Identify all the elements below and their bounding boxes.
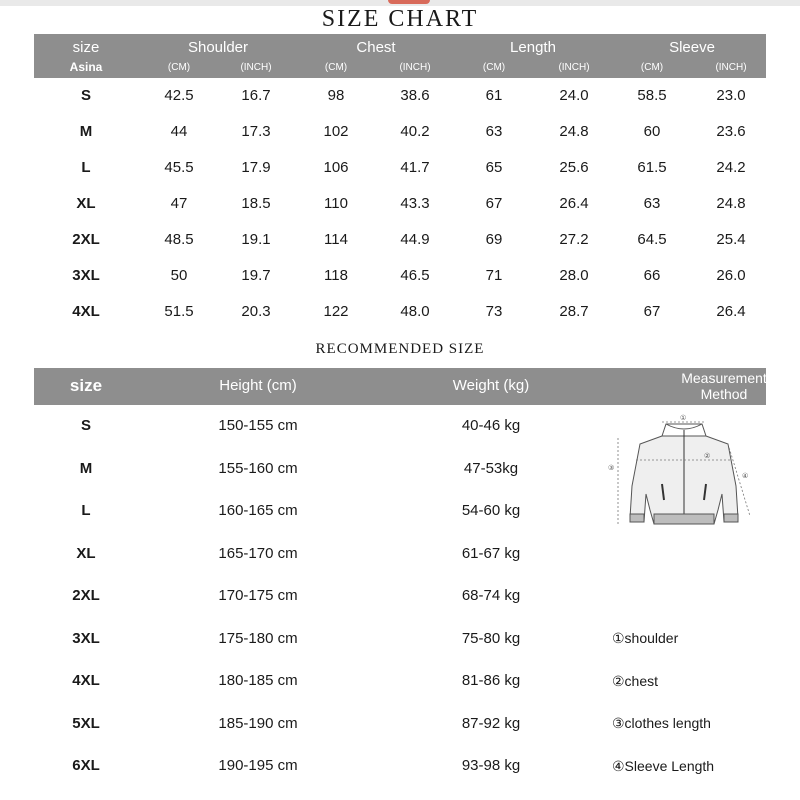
cell-height: 170-175 cm xyxy=(218,587,298,604)
diagram-marker-2: ② xyxy=(704,452,711,460)
recommended-size-title: RECOMMENDED SIZE xyxy=(315,341,485,357)
cell-weight: 93-98 kg xyxy=(461,757,521,774)
cell-weight: 68-74 kg xyxy=(461,587,521,604)
table-row xyxy=(34,258,766,294)
unit-label: (CM) xyxy=(324,62,348,73)
cell-size: 4XL xyxy=(72,672,100,689)
unit-label: (CM) xyxy=(167,62,191,73)
unit-label: (CM) xyxy=(482,62,506,73)
legend-chest: ②chest xyxy=(612,673,659,689)
cell-shoulder-inch: 19.7 xyxy=(241,267,271,284)
header-asina: Asina xyxy=(69,60,103,74)
table-row xyxy=(34,150,766,186)
cell-sleeve-inch: 23.0 xyxy=(716,87,746,104)
cell-size: 5XL xyxy=(72,714,100,732)
cell-length-cm: 61 xyxy=(485,87,503,104)
cell-shoulder-inch: 20.3 xyxy=(241,303,271,320)
cell-size: 3XL xyxy=(72,267,100,284)
unit-label: (INCH) xyxy=(399,62,431,73)
cell-chest-cm: 118 xyxy=(324,267,348,284)
cell-length-inch: 28.0 xyxy=(559,267,589,284)
cell-chest-inch: 43.3 xyxy=(400,195,430,212)
cell-length-cm: 63 xyxy=(485,123,503,140)
cell-height: 190-195 cm xyxy=(218,757,298,774)
cell-size: S xyxy=(80,87,92,104)
legend-sleeve-length: ④Sleeve Length xyxy=(612,758,715,774)
cell-height: 160-165 cm xyxy=(218,502,298,519)
table-row xyxy=(34,533,766,575)
cell-height: 155-160 cm xyxy=(218,459,298,477)
header-measurement-method xyxy=(681,370,767,402)
cell-chest-inch: 40.2 xyxy=(400,123,430,140)
cell-length-inch: 25.6 xyxy=(559,159,589,176)
cell-size: XL xyxy=(76,544,96,562)
cell-sleeve-inch: 25.4 xyxy=(716,231,746,248)
cell-sleeve-cm: 63 xyxy=(643,195,661,212)
cell-height: 180-185 cm xyxy=(218,672,298,689)
legend-shoulder: ①shoulder xyxy=(612,630,679,646)
cell-size: XL xyxy=(76,195,96,212)
top-accent xyxy=(388,0,430,4)
cell-length-cm: 73 xyxy=(485,303,503,320)
header-length: Length xyxy=(510,39,556,56)
diagram-marker-4: ④ xyxy=(742,472,749,480)
cell-length-inch: 26.4 xyxy=(559,195,589,212)
header-weight: Weight (kg) xyxy=(452,377,530,394)
unit-label: (INCH) xyxy=(558,62,590,73)
table-row xyxy=(34,114,766,150)
cell-sleeve-cm: 58.5 xyxy=(637,87,667,104)
table-row xyxy=(34,222,766,258)
cell-size: 2XL xyxy=(72,587,100,604)
cell-weight: 54-60 kg xyxy=(461,502,521,519)
cell-sleeve-inch: 26.0 xyxy=(716,267,746,284)
cell-shoulder-cm: 45.5 xyxy=(164,159,194,176)
cell-length-cm: 65 xyxy=(485,159,503,176)
cell-weight: 47-53kg xyxy=(463,459,519,477)
header-height: Height (cm) xyxy=(219,377,297,394)
cell-shoulder-cm: 51.5 xyxy=(164,303,194,320)
cell-size: 4XL xyxy=(72,303,100,320)
header-shoulder: Shoulder xyxy=(187,39,249,56)
cell-weight: 61-67 kg xyxy=(461,544,521,562)
cell-sleeve-inch: 23.6 xyxy=(716,123,746,140)
cell-sleeve-inch: 24.2 xyxy=(716,159,746,176)
table-row xyxy=(34,575,766,617)
cell-size: 6XL xyxy=(72,757,100,774)
cell-size: 3XL xyxy=(72,629,100,647)
cell-size: M xyxy=(79,459,93,477)
diagram-marker-1: ① xyxy=(680,414,687,422)
cell-length-inch: 27.2 xyxy=(559,231,589,248)
cell-size: M xyxy=(79,123,93,140)
legend-clothes-length: ③clothes length xyxy=(612,715,711,731)
header-chest: Chest xyxy=(356,39,396,56)
cell-weight: 87-92 kg xyxy=(461,714,521,732)
cell-height: 165-170 cm xyxy=(218,544,298,562)
cell-shoulder-inch: 16.7 xyxy=(241,87,271,104)
cell-height: 185-190 cm xyxy=(218,714,298,732)
size-chart-header xyxy=(34,34,766,78)
cell-length-cm: 71 xyxy=(485,267,503,284)
cell-height: 175-180 cm xyxy=(218,629,298,647)
method-line-2: Method xyxy=(700,386,748,402)
cell-length-cm: 67 xyxy=(485,195,503,212)
cell-shoulder-cm: 42.5 xyxy=(164,87,194,104)
cell-size: L xyxy=(81,159,91,176)
recommended-header xyxy=(34,368,766,405)
size-chart-title: SIZE CHART xyxy=(321,6,479,32)
jacket-measurement-diagram-icon xyxy=(604,414,764,532)
cell-weight: 75-80 kg xyxy=(461,629,521,647)
cell-weight: 81-86 kg xyxy=(461,672,521,689)
cell-sleeve-cm: 61.5 xyxy=(637,159,667,176)
cell-height: 150-155 cm xyxy=(218,417,298,434)
cell-sleeve-cm: 64.5 xyxy=(637,231,667,248)
cell-shoulder-inch: 17.3 xyxy=(241,123,271,140)
unit-label: (INCH) xyxy=(240,62,272,73)
cell-chest-inch: 44.9 xyxy=(400,231,430,248)
cell-shoulder-cm: 48.5 xyxy=(164,231,194,248)
cell-sleeve-inch: 26.4 xyxy=(716,303,746,320)
header-sleeve: Sleeve xyxy=(669,39,715,56)
cell-chest-cm: 122 xyxy=(323,303,349,320)
cell-chest-cm: 106 xyxy=(323,159,349,176)
cell-chest-cm: 114 xyxy=(324,231,348,248)
cell-sleeve-cm: 60 xyxy=(643,123,661,140)
cell-shoulder-cm: 47 xyxy=(170,195,188,212)
header-size: size xyxy=(69,376,103,395)
table-row xyxy=(34,186,766,222)
cell-chest-inch: 46.5 xyxy=(400,267,430,284)
cell-length-inch: 28.7 xyxy=(559,303,589,320)
cell-sleeve-cm: 66 xyxy=(643,267,661,284)
cell-sleeve-inch: 24.8 xyxy=(716,195,746,212)
cell-chest-inch: 38.6 xyxy=(400,87,430,104)
cell-size: S xyxy=(80,417,92,434)
cell-chest-cm: 102 xyxy=(323,123,349,140)
unit-label: (CM) xyxy=(640,62,664,73)
cell-chest-cm: 110 xyxy=(324,195,348,212)
cell-sleeve-cm: 67 xyxy=(643,303,661,320)
cell-shoulder-cm: 44 xyxy=(170,123,188,140)
cell-chest-cm: 98 xyxy=(327,87,345,104)
cell-size: L xyxy=(81,502,91,519)
cell-length-cm: 69 xyxy=(485,231,503,248)
cell-shoulder-inch: 18.5 xyxy=(241,195,271,212)
cell-shoulder-cm: 50 xyxy=(170,267,188,284)
method-line-1: Measurement xyxy=(681,370,767,386)
cell-chest-inch: 41.7 xyxy=(400,159,430,176)
header-size: size xyxy=(72,39,100,56)
cell-length-inch: 24.8 xyxy=(559,123,589,140)
cell-shoulder-inch: 17.9 xyxy=(241,159,271,176)
cell-chest-inch: 48.0 xyxy=(400,303,430,320)
cell-length-inch: 24.0 xyxy=(559,87,589,104)
table-row xyxy=(34,294,766,330)
cell-shoulder-inch: 19.1 xyxy=(241,231,271,248)
cell-size: 2XL xyxy=(72,231,100,248)
table-row xyxy=(34,78,766,114)
unit-label: (INCH) xyxy=(715,62,747,73)
cell-weight: 40-46 kg xyxy=(461,417,521,434)
diagram-marker-3: ③ xyxy=(608,464,615,472)
